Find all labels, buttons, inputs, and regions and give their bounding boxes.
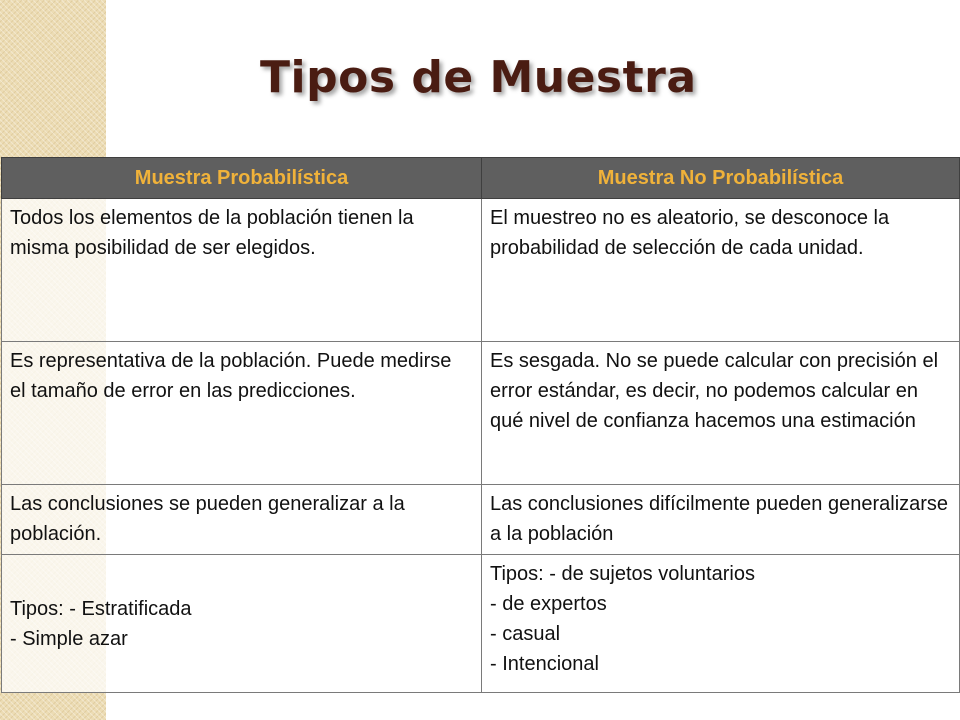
table-cell-left [2,555,482,693]
cell-text-line: - casual [490,623,561,645]
comparison-table [1,157,960,693]
table-cell-right [482,199,960,342]
table-row [2,555,960,693]
cell-text-line: Tipos: - de sujetos voluntarios [490,563,755,585]
cell-text: Es sesgada. No se puede calcular con precisión el error estándar, es decir, no podemos calcular en qué nivel de confianza hacemos una estimación [490,350,939,432]
table-cell-right [482,342,960,485]
cell-text-line: - Simple azar [10,627,128,650]
header-probabilistic: Muestra Probabilística [2,158,482,199]
cell-text: El muestreo no es aleatorio, se desconoce la probabilidad de selección de cada unidad. [490,207,890,259]
table-row [2,342,960,485]
table-cell-left [2,199,482,342]
cell-text: Es representativa de la población. Puede medirse el tamaño de error en las predicciones. [10,350,452,402]
page-title: Tipos de Muestra [260,52,697,103]
cell-text: Las conclusiones difícilmente pueden generalizarse a la población [490,493,949,545]
table-header-row [2,158,960,199]
cell-text-line: - de expertos [490,593,607,615]
cell-text: Las conclusiones se pueden generalizar a la población. [10,493,405,545]
table-cell-right [482,485,960,555]
cell-text-line: - Intencional [490,653,599,675]
table-row [2,485,960,555]
table-cell-left [2,342,482,485]
table-cell-right [482,555,960,693]
table-cell-left [2,485,482,555]
header-non-probabilistic: Muestra No Probabilística [482,158,960,199]
table-row [2,199,960,342]
cell-text: Todos los elementos de la población tienen la misma posibilidad de ser elegidos. [10,207,414,259]
cell-text-line: Tipos: - Estratificada [10,597,192,620]
